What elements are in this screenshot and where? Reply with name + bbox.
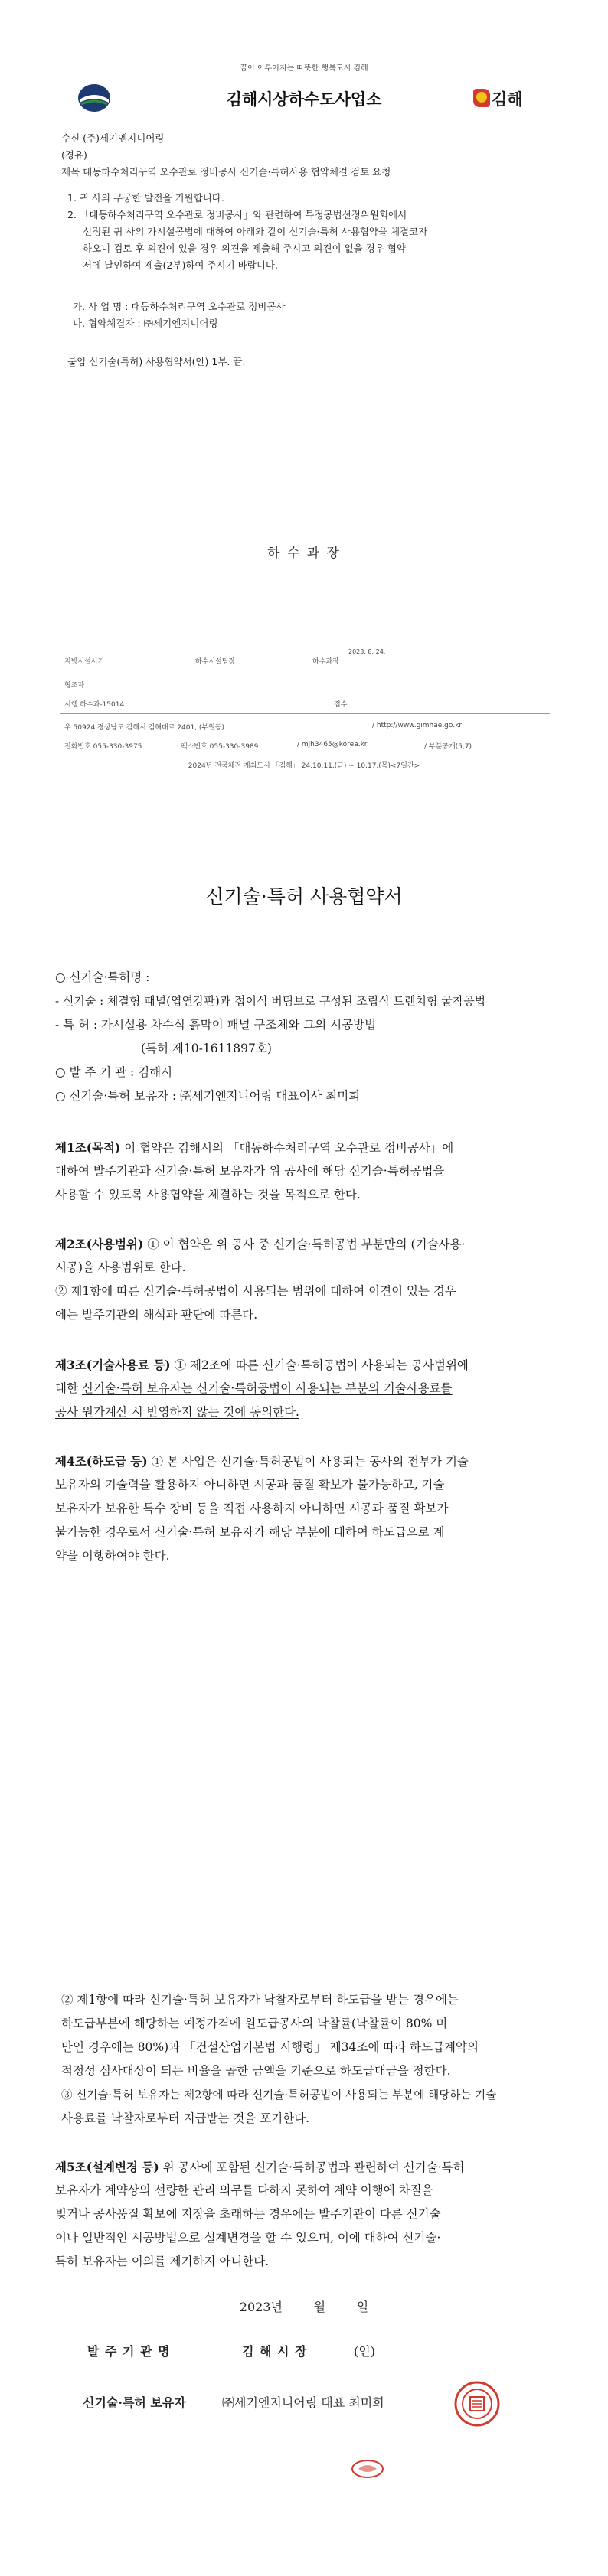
signature-holder-name: ㈜세기엔지니어링 대표 최미희: [222, 2395, 384, 2410]
article-4-line-1: 제4조(하도급 등) ① 본 사업은 신기술·특허공법이 사용되는 공사의 전부가 기술: [55, 1454, 469, 1469]
new-technology-name: - 신기술 : 체결형 패널(엽연강판)과 접이식 버팀보로 구성된 조립식 트렌치형 굴착공법: [55, 994, 486, 1008]
article-4-line-5: 약을 이행하여야 한다.: [55, 1549, 170, 1563]
article-4-line-2: 보유자의 기술력을 활용하지 아니하면 시공과 품질 확보가 불가능하고, 기술: [55, 1478, 445, 1492]
signature-holder-label: 신기술·특허 보유자: [83, 2395, 186, 2410]
article-1-line-3: 사용할 수 있도록 사용협약을 체결하는 것을 목적으로 한다.: [55, 1188, 361, 1202]
reception: 접수: [334, 701, 348, 709]
article-4-line-3: 보유자가 보유한 특수 장비 등을 직접 사용하지 아니하면 시공과 품질 확보가: [55, 1502, 449, 1515]
article-4-para-2-line-3: 만인 경우에는 80%)과 「건설산업기본법 시행령」 제34조에 따라 하도급계약의: [61, 2040, 479, 2054]
article-3-line-3: 공사 원가계산 시 반영하지 않는 것에 동의한다.: [55, 1405, 299, 1419]
article-5-line-5: 특허 보유자는 이의를 제기하지 아니한다.: [55, 2255, 270, 2268]
article-2-line-2: 시공)을 사용범위로 한다.: [55, 1260, 186, 1274]
body-line-2: 2. 「대동하수처리구역 오수관로 정비공사」와 관련하여 특정공법선정위원회에서: [67, 209, 407, 220]
cooperator: 협조자: [64, 682, 85, 690]
item-project: 가. 사 업 명 : 대동하수처리구역 오수관로 정비공사: [73, 301, 286, 312]
approval-date: 2023. 8. 24.: [348, 648, 386, 655]
article-5-line-3: 빚거나 공사품질 확보에 지장을 초래하는 경우에는 발주기관이 다른 신기술: [55, 2207, 441, 2221]
article-3-line-1: 제3조(기술사용료 등) ① 제2조에 따른 신기술·특허공법이 사용되는 공사범위에: [55, 1358, 469, 1372]
article-4-line-4: 불가능한 경우로서 신기술·특허 보유자가 해당 부분에 대하여 하도급으로 계: [55, 1525, 445, 1539]
patent-title: - 특 허 : 가시설용 차수식 흙막이 패널 구조체와 그의 시공방법: [55, 1018, 377, 1032]
gimhae-brand-logo: 김해: [473, 86, 534, 112]
recipient: 수신 (주)세기엔지니어링: [61, 132, 165, 144]
footer-notice: 2024년 전국체전 개최도시 「김해」 24.10.11.(금) ~ 10.17.(목)<7일간>: [188, 762, 420, 770]
article-1-line-2: 대하여 발주기관과 신기술·특허 보유자가 위 공사에 해당 신기술·특허공법을: [55, 1164, 445, 1178]
article-1-line-1: 제1조(목적) 이 협약은 김해시의 「대동하수처리구역 오수관로 정비공사」에: [55, 1140, 454, 1155]
slogan: 꿈이 이루어지는 따뜻한 행복도시 김해: [240, 64, 368, 73]
signature-agency-name: 김 해 시 장: [242, 2344, 308, 2359]
patent-holder: ○ 신기술·특허 보유자 : ㈜세기엔지니어링 대표이사 최미희: [55, 1089, 361, 1103]
agreement-date: 2023년 월 일: [239, 2300, 369, 2314]
article-4-para-2-line-4: 적정성 심사대상이 되는 비율을 곱한 금액을 기준으로 하도급대금을 정한다.: [61, 2064, 451, 2078]
article-5-line-4: 이나 일반적인 시공방법으로 설계변경을 할 수 있으며, 이에 대하여 신기술·: [55, 2231, 441, 2245]
article-4-heading: 제4조(하도급 등): [55, 1454, 148, 1469]
subject: 제목 대동하수처리구역 오수관로 정비공사 신기술·특허사용 협약체결 검토 요청: [61, 166, 391, 178]
address: 우 50924 경상남도 김해시 김해대로 2401, (부원동): [64, 724, 224, 732]
article-5-line-1: 제5조(설계변경 등) 위 공사에 포함된 신기술·특허공법과 관련하여 신기술·특허: [55, 2160, 465, 2174]
body-line-4: 하오니 검토 후 의견이 있을 경우 의견을 제출해 주시고 의견이 없을 경우 협약: [83, 243, 407, 254]
article-5-line-2: 보유자가 계약상의 선량한 관리 의무를 다하지 못하여 계약 이행에 차질을: [55, 2183, 433, 2197]
approval-line-3: 하수과장: [312, 658, 339, 666]
approval-line-1: 지방시설서기: [64, 658, 105, 666]
article-3-heading: 제3조(기술사용료 등): [55, 1358, 171, 1372]
article-3-line-2: 대한 신기술·특허 보유자는 신기술·특허공법이 사용되는 부분의 기술사용료를: [55, 1381, 453, 1395]
sender-title: 하 수 과 장: [267, 546, 341, 561]
article-5-heading: 제5조(설계변경 등): [55, 2160, 159, 2174]
item-contractor: 나. 협약체결자 : ㈜세기엔지니어링: [73, 318, 218, 329]
article-4-para-3-line-1: ③ 신기술·특허 보유자는 제2항에 따라 신기술·특허공법이 사용되는 부분에 해당하는 기술: [61, 2089, 497, 2102]
body-line-1: 1. 귀 사의 무궁한 발전을 기원합니다.: [67, 192, 224, 204]
disclosure: / 부분공개(5,7): [424, 743, 472, 751]
article-2-line-1: 제2조(사용범위) ① 이 협약은 위 공사 중 신기술·특허공법 부분만의 (기술사용·: [55, 1237, 466, 1251]
article-2-line-4: 에는 발주기관의 해석과 판단에 따른다.: [55, 1308, 258, 1322]
attachment: 붙임 신기술(특허) 사용협약서(안) 1부. 끝.: [67, 356, 246, 367]
agreement-title: 신기술·특허 사용협약서: [205, 885, 403, 908]
company-seal-icon: [453, 2380, 501, 2428]
article-4-para-3-line-2: 사용료를 낙찰자로부터 지급받는 것을 포기한다.: [61, 2111, 310, 2125]
stamp-mark-icon: [349, 2457, 386, 2481]
via: (경유): [61, 149, 87, 161]
email: / mjh3465@korea.kr: [297, 741, 368, 748]
enforcement-number: 시행 하수과-15014: [64, 701, 125, 709]
signature-agency-seal: (인): [354, 2344, 375, 2359]
patent-name-heading: ○ 신기술·특허명 :: [55, 970, 150, 984]
article-4-para-2-line-2: 하도급부분에 해당하는 예정가격에 원도급공사의 낙찰률(낙찰률이 80% 미: [61, 2017, 448, 2030]
body-line-3: 선정된 귀 사의 가시설공법에 대하여 아래와 같이 신기술·특허 사용협약을 체결코자: [83, 226, 428, 237]
article-4-para-2-line-1: ② 제1항에 따라 신기술·특허 보유자가 낙찰자로부터 하도급을 받는 경우에는: [61, 1993, 459, 2007]
body-line-5: 서에 날인하여 제출(2부)하여 주시기 바랍니다.: [83, 259, 278, 271]
approval-line-2: 하수시설팀장: [195, 658, 236, 666]
article-1-heading: 제1조(목적): [55, 1140, 121, 1155]
homepage: / http://www.gimhae.go.kr: [372, 722, 463, 729]
signature-agency-label: 발 주 기 관 명: [87, 2344, 171, 2359]
patent-number: (특허 제10-1611897호): [141, 1042, 272, 1055]
phone-number: 전화번호 055-330-3975: [64, 743, 142, 751]
fax-number: 팩스번호 055-330-3989: [181, 743, 259, 751]
article-2-heading: 제2조(사용범위): [55, 1237, 144, 1251]
org-title: 김해시상하수도사업소: [226, 90, 382, 109]
article-2-line-3: ② 제1항에 따른 신기술·특허공법이 사용되는 범위에 대하여 이견이 있는 경우: [55, 1284, 456, 1298]
ordering-agency: ○ 발 주 기 관 : 김해시: [55, 1065, 173, 1079]
